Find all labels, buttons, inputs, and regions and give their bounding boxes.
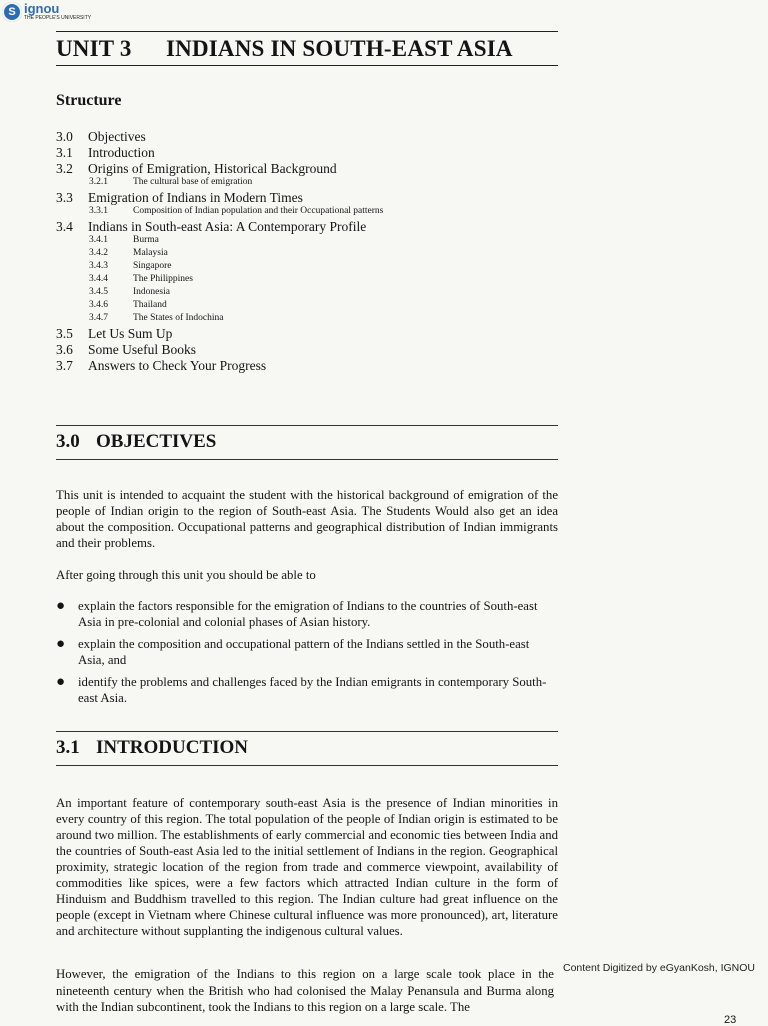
toc-entry-number: 3.4.5 (89, 287, 108, 297)
toc-entry (56, 177, 576, 190)
toc-entry (56, 358, 576, 374)
toc-entry-number: 3.6 (56, 342, 73, 357)
bullet-dot-icon: ● (56, 598, 66, 614)
toc-entry-number: 3.2 (56, 161, 73, 176)
toc-entry-number: 3.4.7 (89, 313, 108, 323)
toc-entry-number: 3.7 (56, 358, 73, 373)
objectives-title: OBJECTIVES (96, 431, 217, 452)
toc-entry-text: Objectives (88, 129, 146, 144)
toc-entry (56, 248, 576, 261)
introduction-paragraph: An important feature of contemporary south-east Asia is the presence of Indian minorities in every country of this region. The total population of the people of Indian origin is estimated to be around two million. The establishments of early commercial and economic ties between India and the countries of South-east Asia led to the initial settlement of Indians in the region. Geographical proximity, strategic location of the region from trade and commerce viewpoint, availability of commodities like spices, were a few factors which attracted Indian culture in the form of Hinduism and Buddhism travelled to this region. The Indian culture had great influence on the people (except in Vietnam where Chinese cultural influence was more pronounced), art, literature and architecture without supplanting the indigenous cultural values. (56, 796, 558, 938)
bullet-item (56, 598, 558, 630)
toc-entry-text: The Philippines (133, 274, 193, 284)
toc-entry-text: The cultural base of emigration (133, 177, 253, 187)
bullet-text: explain the composition and occupational pattern of the Indians settled in the South-east Asia, and (78, 637, 530, 667)
toc-entry-number: 3.4.2 (89, 248, 108, 258)
toc-entry (56, 300, 576, 313)
objectives-section-number: 3.0 (56, 431, 80, 452)
toc-entry-number: 3.4.4 (89, 274, 108, 284)
introduction-section-number: 3.1 (56, 737, 80, 758)
toc-entry-text: Some Useful Books (88, 342, 196, 357)
toc-entry-number: 3.3 (56, 190, 73, 205)
toc-entry-text: Thailand (133, 300, 167, 310)
bullet-dot-icon: ● (56, 674, 66, 690)
toc-entry-text: Indians in South-east Asia: A Contemporary Profile (88, 219, 367, 234)
toc-entry (56, 274, 576, 287)
toc-entry (56, 235, 576, 248)
ignou-logo (2, 2, 91, 22)
toc-entry-text: Answers to Check Your Progress (88, 358, 267, 373)
digitization-credit: Content Digitized by eGyanKosh, IGNOU (563, 962, 756, 974)
bullet-item (56, 636, 558, 668)
introduction-paragraph-2: However, the emigration of the Indians to this region on a large scale took place in the nineteenth century when the British who had colonised the Malay Penansula and Burma along with the Indian subcontinent, took the Indians to this region on a large scale. The (56, 967, 554, 1014)
toc-entry-text: Indonesia (133, 287, 170, 297)
toc-entry-text: Origins of Emigration, Historical Background (88, 161, 337, 176)
toc-entry-number: 3.4.3 (89, 261, 108, 271)
introduction-title: INTRODUCTION (96, 737, 249, 758)
objectives-bullet-list (56, 598, 558, 712)
toc-entry-number: 3.5 (56, 326, 73, 341)
toc-entry-text: The States of Indochina (133, 313, 224, 323)
toc-entry-number: 3.1 (56, 145, 73, 160)
page-number: 23 (724, 1014, 737, 1026)
objectives-lead-in: After going through this unit you should be able to (56, 568, 316, 582)
toc-entry-text: Introduction (88, 145, 155, 160)
toc-entry (56, 129, 576, 145)
logo-name: ignou (24, 1, 60, 16)
bullet-text: explain the factors responsible for the emigration of Indians to the countries of South-east Asia in pre-colonial and colonial phases of Asian history. (78, 599, 538, 629)
unit-number: UNIT 3 (56, 36, 132, 61)
objectives-heading (56, 425, 558, 460)
toc-entry-text: Let Us Sum Up (88, 326, 173, 341)
toc-entry (56, 206, 576, 219)
toc-entry (56, 342, 576, 358)
unit-heading (56, 31, 558, 66)
introduction-heading (56, 731, 558, 766)
toc-entry (56, 326, 576, 342)
toc-entry (56, 145, 576, 161)
toc-entry-text: Singapore (133, 261, 172, 271)
ignou-emblem-icon: S (2, 2, 22, 22)
logo-subtitle: THE PEOPLE'S UNIVERSITY (24, 15, 92, 21)
table-of-contents (56, 129, 576, 374)
structure-heading: Structure (56, 92, 122, 109)
bullet-text: identify the problems and challenges faced by the Indian emigrants in contemporary South-east Asia. (78, 675, 547, 705)
toc-entry-text: Emigration of Indians in Modern Times (88, 190, 303, 205)
toc-entry (56, 219, 576, 235)
toc-entry (56, 313, 576, 326)
toc-entry-number: 3.4.6 (89, 300, 108, 310)
toc-entry-number: 3.4 (56, 219, 73, 234)
toc-entry-text: Composition of Indian population and their Occupational patterns (133, 206, 384, 216)
toc-entry (56, 287, 576, 300)
unit-title: INDIANS IN SOUTH-EAST ASIA (166, 36, 513, 61)
toc-entry (56, 161, 576, 177)
toc-entry-number: 3.2.1 (89, 177, 108, 187)
toc-entry (56, 190, 576, 206)
toc-entry-text: Malaysia (133, 248, 168, 258)
toc-entry-number: 3.4.1 (89, 235, 108, 245)
toc-entry-number: 3.3.1 (89, 206, 108, 216)
toc-entry-text: Burma (133, 235, 159, 245)
toc-entry-number: 3.0 (56, 129, 73, 144)
bullet-dot-icon: ● (56, 636, 66, 652)
bullet-item (56, 674, 558, 706)
objectives-paragraph: This unit is intended to acquaint the student with the historical background of emigration of the people of Indian origin to the region of South-east Asia. The Students Would also get an idea about the composition. Occupational patterns and geographical distribution of Indian immigrants and their problems. (56, 488, 558, 550)
toc-entry (56, 261, 576, 274)
